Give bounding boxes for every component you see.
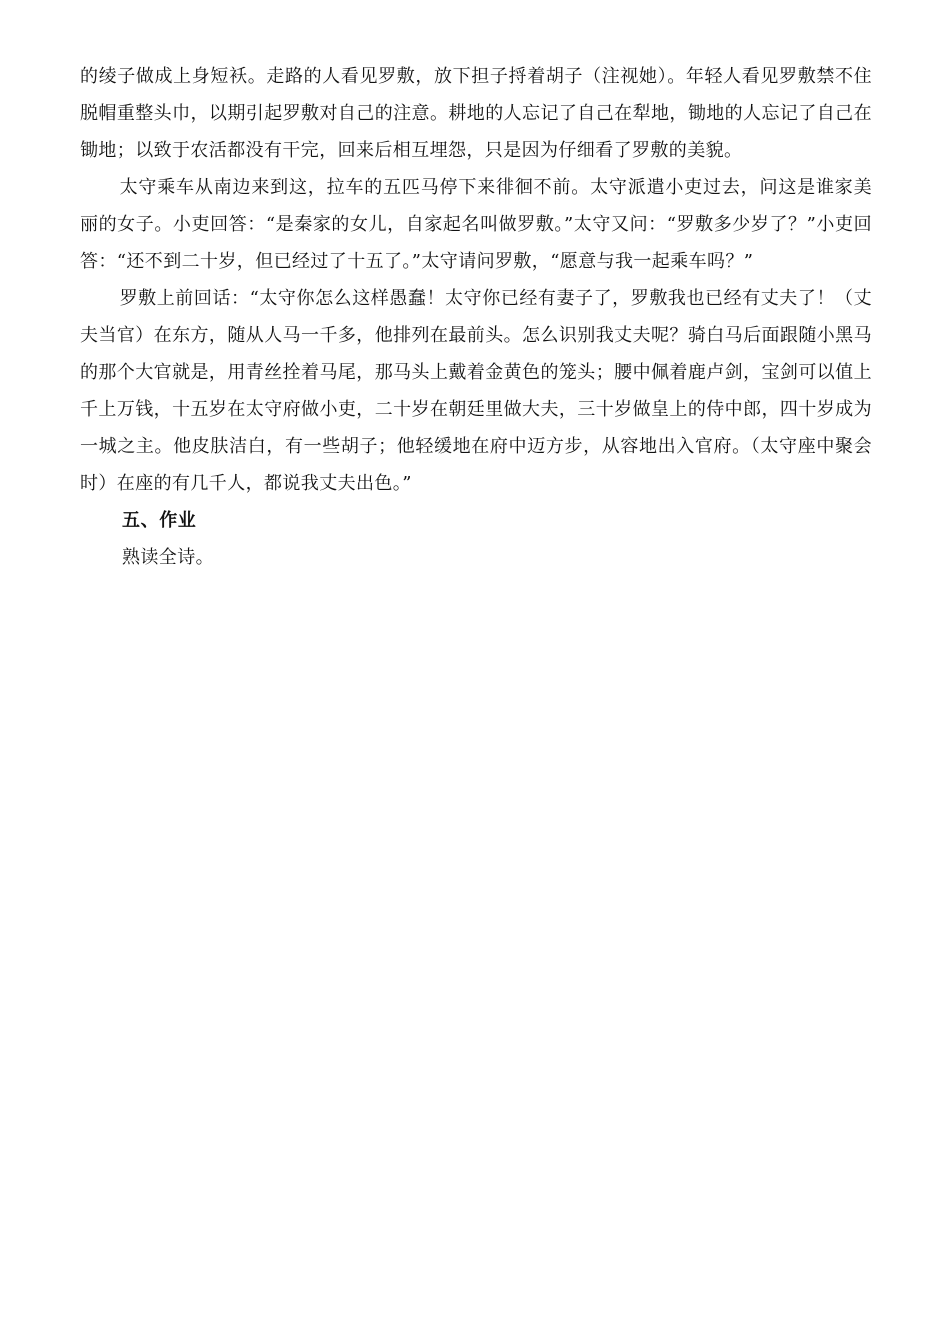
paragraph-luofu-reply: 罗敷上前回话：“太守你怎么这样愚蠢！太守你已经有妻子了，罗敷我也已经有丈夫了！（丈夫当官）在东方，随从人马一千多，他排列在最前头。怎么识别我丈夫呢？骑白马后面跟随小黑马的那个大官就是，用青丝拴着马尾，那马头上戴着金黄色的笼头；腰中佩着鹿卢剑，宝剑可以值上千上万钱，十五岁在太守府做小吏，二十岁在朝廷里做大夫，三十岁做皇上的侍中郎，四十岁成为一城之主。他皮肤洁白，有一些胡子；他轻缓地在府中迈方步，从容地出入官府。（太守座中聚会时）在座的有几千人，都说我丈夫出色。” (80, 288, 872, 494)
paragraph-continuation: 的绫子做成上身短袄。走路的人看见罗敷，放下担子捋着胡子（注视她）。年轻人看见罗敷禁不住脱帽重整头巾，以期引起罗敷对自己的注意。耕地的人忘记了自己在犁地，锄地的人忘记了自己在锄地；以致于农活都没有干完，回来后相互埋怨，只是因为仔细看了罗敷的美貌。 (80, 66, 872, 161)
paragraph-prefect-arrives: 太守乘车从南边来到这，拉车的五匹马停下来徘徊不前。太守派遣小吏过去，问这是谁家美丽的女子。小吏回答：“是秦家的女儿，自家起名叫做罗敷。”太守又问：“罗敷多少岁了？”小吏回答：“还不到二十岁，但已经过了十五了。”太守请问罗敷，“愿意与我一起乘车吗？” (80, 177, 872, 272)
document-body (80, 58, 872, 576)
homework-text: 熟读全诗。 (122, 547, 214, 568)
section-heading-homework: 五、作业 (122, 510, 197, 531)
